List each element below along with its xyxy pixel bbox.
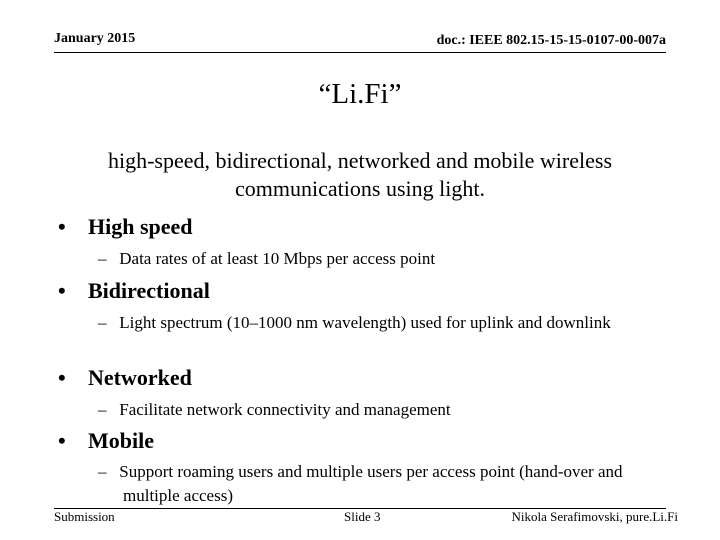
footer-submission: Submission: [54, 509, 115, 524]
bullet-label: Mobile: [88, 428, 154, 453]
bullet-bidirectional: [58, 278, 678, 304]
sub-marker: –: [98, 313, 107, 332]
sub-marker: –: [98, 400, 107, 419]
bullet-label: Bidirectional: [88, 278, 210, 303]
sub-item-mobile: [98, 460, 683, 508]
sub-item-text: Support roaming users and multiple users per access point (hand-over and multiple access): [119, 462, 623, 505]
sub-item-text: Facilitate network connectivity and management: [119, 400, 451, 419]
footer-slide-number: Slide 3: [344, 509, 381, 524]
sub-item-networked: [98, 398, 683, 422]
sub-marker: –: [98, 462, 107, 481]
bullet-label: Networked: [88, 365, 192, 390]
footer-author: Nikola Serafimovski, pure.Li.Fi: [511, 509, 678, 524]
bullet-label: High speed: [88, 214, 193, 239]
slide-tagline: high-speed, bidirectional, networked and mobile wireless communications using light.: [107, 148, 613, 201]
header-date: January 2015: [54, 31, 136, 46]
bullet-marker: •: [58, 428, 66, 453]
header-doc-id: doc.: IEEE 802.15-15-15-0107-00-007a: [436, 33, 666, 48]
sub-item-bidirectional: [98, 311, 683, 335]
sub-item-text: Data rates of at least 10 Mbps per access point: [119, 249, 436, 268]
header-divider: [54, 52, 666, 53]
bullet-networked: [58, 365, 678, 391]
sub-item-text: Light spectrum (10–1000 nm wavelength) used for uplink and downlink: [119, 313, 611, 332]
bullet-marker: •: [58, 278, 66, 303]
slide-title: “Li.Fi”: [318, 78, 402, 110]
bullet-marker: •: [58, 214, 66, 239]
bullet-high-speed: [58, 214, 678, 240]
bullet-marker: •: [58, 365, 66, 390]
bullet-mobile: [58, 428, 678, 454]
sub-item-high-speed: [98, 247, 683, 271]
sub-marker: –: [98, 249, 107, 268]
